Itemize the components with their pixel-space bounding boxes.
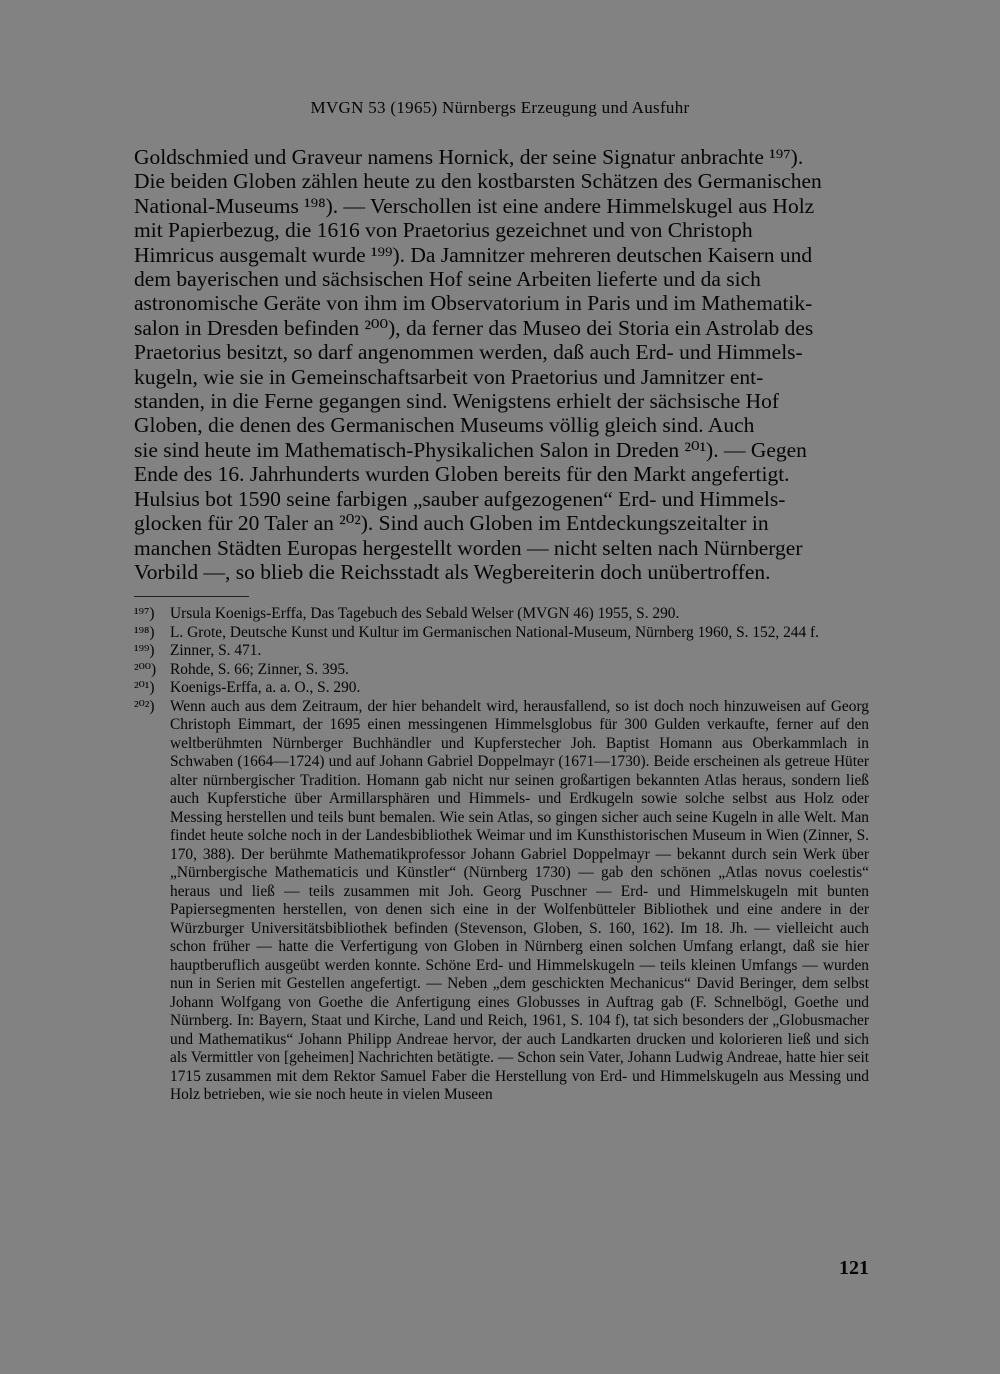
footnote: [134, 679, 869, 698]
text-line: glocken für 20 Taler an ²⁰²). Sind auch Globen im Entdeckungszeitalter in: [134, 511, 769, 536]
text-line: astronomische Geräte von ihm im Observatorium in Paris und im Mathematik-: [134, 291, 813, 316]
text-line: Ende des 16. Jahrhunderts wurden Globen bereits für den Markt angefertigt.: [134, 462, 790, 487]
footnotes: [134, 605, 869, 1105]
text-line: Praetorius besitzt, so darf angenommen werden, daß auch Erd- und Himmels-: [134, 340, 803, 365]
footnote-separator: [134, 596, 249, 597]
footnote-number: ¹⁹⁷): [134, 605, 155, 622]
footnote-number: ²⁰⁰): [134, 660, 157, 678]
footnote-text: Rohde, S. 66; Zinner, S. 395.: [170, 660, 349, 678]
footnote-number: ²⁰²): [134, 697, 155, 715]
text-line: National-Museums ¹⁹⁸). — Verschollen ist eine andere Himmelskugel aus Holz: [134, 193, 815, 218]
text-line: Vorbild —, so blieb die Reichsstadt als Wegbereiterin doch unübertroffen.: [134, 559, 771, 584]
footnote-text: Koenigs-Erffa, a. a. O., S. 290.: [170, 679, 361, 696]
text-line: Goldschmied und Graveur namens Hornick, der seine Signatur anbrachte ¹⁹⁷).: [134, 145, 804, 169]
footnote: [134, 605, 869, 624]
text-line: Hulsius bot 1590 seine farbigen „sauber aufgezogenen“ Erd- und Himmels-: [134, 486, 786, 511]
text-line: Himricus ausgemalt wurde ¹⁹⁹). Da Jamnitzer mehreren deutschen Kaisern und: [134, 242, 813, 267]
footnote-number: ²⁰¹): [134, 679, 155, 696]
text-line: standen, in die Ferne gegangen sind. Wenigstens erhielt der sächsische Hof: [134, 389, 780, 414]
footnote: [134, 624, 869, 643]
running-header: MVGN 53 (1965) Nürnbergs Erzeugung und Ausfuhr: [310, 98, 690, 117]
footnote: [134, 661, 869, 680]
footnote-text: Ursula Koenigs-Erffa, Das Tagebuch des Sebald Welser (MVGN 46) 1955, S. 290.: [170, 605, 680, 622]
page-number: 121: [839, 1257, 869, 1279]
text-line: dem bayerischen und sächsischen Hof seine Arbeiten lieferte und da sich: [134, 267, 761, 292]
footnote-text: Wenn auch aus dem Zeitraum, der hier behandelt wird, herausfallend, so ist doch noch hinzuweisen auf Georg Christoph Eimmart, der 1695 einen messingenen Himmelsglobus für 300 Gulden verkaufte, ferner auf den weltberühmten Nürnberger Buchhändler und Kupferstecher Joh. Baptist Homann aus Oberkammlach in Schwaben (1664—1724) und auf Johann Gabriel Doppelmayr (1671—1730). Beide erscheinen als getreue Hüter alter nürnbergischer Tradition. Homann gab nicht nur seinen großartigen bekannten Atlas heraus, sondern ließ auch Kupferstiche über Armillarsphären und Himmels- und Erdkugeln sowie solche selbst aus Holz oder Messing herstellen und teils bunt bemalen. Wie sein Atlas, so gingen sicher auch seine Kugeln in alle Welt. Man findet heute solche noch in der Landesbibliothek Weimar und im Kunsthistorischen Museum in Wien (Zinner, S. 170, 388). Der berühmte Mathematikprofessor Johann Gabriel Doppelmayr — bekannt durch sein Werk über „Nürnbergische Mathematicis und Künstler“ (Nürnberg 1730) — gab den schönen „Atlas novus coelestis“ heraus und ließ — teils zusammen mit Joh. Georg Puschner — Erd- und Himmelskugeln mit bunten Papiersegmenten herstellen, von denen sich eine in der Wolfenbütteler Bibliothek und eine andere in der Würzburger Universitätsbibliothek befinden (Stevenson, Globen, S. 160, 162). Im 18. Jh. — vielleicht auch schon früher — hatte die Verfertigung von Globen in Nürnberg einen solchen Umfang erlangt, daß sie hier hauptberuflich ausgeübt werden konnte. Schöne Erd- und Himmelskugeln — teils kleinen Umfangs — wurden nun in Serien mit Gestellen angefertigt. — Neben „dem geschickten Mechanicus“ David Beringer, dem selbst Johann Wolfgang von Goethe die Anfertigung eines Globusses in Auftrag gab (F. Schnelbögl, Goethe und Nürnberg. In: Bayern, Staat und Kirche, Land und Reich, 1961, S. 104 f), tat sich besonders der „Globusmacher und Mathematikus“ Johann Philipp Andreae hervor, der auch Landkarten drucken und kolorieren ließ und sich als Vermittler von [geheimen] Nachrichten betätigte. — Schon sein Vater, Johann Ludwig Andreae, hatte hier seit 1715 zusammen mit dem Rektor Samuel Faber die Herstellung von Erd- und Himmelskugeln aus Messing und Holz betrieben, wie sie noch heute in vielen Museen: [170, 697, 869, 1103]
footnote-number: ¹⁹⁸): [134, 623, 155, 641]
footnote: [134, 698, 869, 1105]
text-line: Die beiden Globen zählen heute zu den kostbarsten Schätzen des Germanischen: [134, 169, 822, 194]
text-line: salon in Dresden befinden ²⁰⁰), da ferner das Museo dei Storia ein Astrolab des: [134, 315, 814, 340]
footnote-text: Zinner, S. 471.: [170, 642, 262, 659]
text-line: mit Papierbezug, die 1616 von Praetorius gezeichnet und von Christoph: [134, 218, 753, 243]
main-text: [134, 145, 869, 584]
footnote-text: L. Grote, Deutsche Kunst und Kultur im Germanischen National-Museum, Nürnberg 1960, S. 152, 244 f.: [170, 623, 820, 641]
footnote: [134, 642, 869, 661]
footnote-number: ¹⁹⁹): [134, 642, 155, 659]
text-line: Globen, die denen des Germanischen Museums völlig gleich sind. Auch: [134, 413, 755, 438]
text-line: manchen Städten Europas hergestellt worden — nicht selten nach Nürnberger: [134, 535, 803, 560]
text-line: kugeln, wie sie in Gemeinschaftsarbeit von Praetorius und Jamnitzer ent-: [134, 364, 764, 389]
text-line: sie sind heute im Mathematisch-Physikalichen Salon in Dreden ²⁰¹). — Gegen: [134, 437, 807, 462]
